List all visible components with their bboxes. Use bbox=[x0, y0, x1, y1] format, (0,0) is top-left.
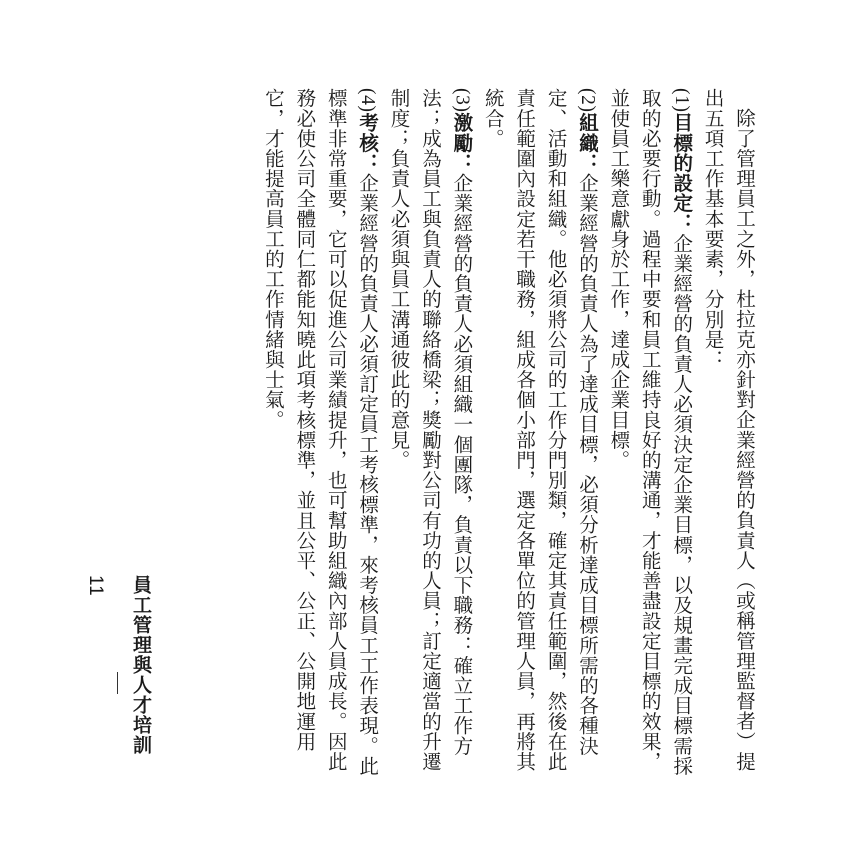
item-3-number: (3) bbox=[451, 88, 473, 113]
book-title: 員工管理與人才培訓 bbox=[130, 575, 152, 755]
running-header bbox=[85, 575, 155, 790]
item-2-body: 企業經營的負責人為了達成目標，必須分析達成目標所需的各種決定、活動和組織。他必須將公司的工作分門別類，確定其責任範圍，然後在此責任範圍內設定若干職務，組成各個小部門，選定各單位的管理人員，再將其統合。 bbox=[481, 88, 599, 772]
item-2-heading: 組織： bbox=[575, 112, 599, 173]
item-3-body: 企業經營的負責人必須組織一個團隊，負責以下職務：確立工作方法；成為員工與負責人的聯絡橋梁；獎勵對公司有功的人員；訂定適當的升遷制度；負責人必須與員工溝通彼此的意見。 bbox=[387, 88, 474, 772]
item-1-body: 企業經營的負責人必須決定企業目標，以及規畫完成目標需採取的必要行動。過程中要和員工維持良好的溝通，才能善盡設定目標的效果，並使員工樂意獻身於工作，達成企業目標。 bbox=[607, 88, 694, 776]
item-1-heading: 目標的設定： bbox=[670, 112, 694, 234]
item-4-heading: 考核： bbox=[356, 112, 380, 173]
item-3-paragraph bbox=[383, 88, 477, 778]
item-1-number: (1) bbox=[671, 88, 693, 113]
item-3-heading: 激勵： bbox=[450, 112, 474, 173]
body-text bbox=[258, 88, 761, 778]
header-divider bbox=[106, 575, 128, 790]
page-number: 11 bbox=[85, 575, 106, 597]
item-4-number: (4) bbox=[357, 88, 379, 113]
item-1-paragraph bbox=[603, 88, 697, 778]
item-2-number: (2) bbox=[576, 88, 598, 113]
item-4-paragraph bbox=[258, 88, 384, 778]
item-4-body: 企業經營的負責人必須訂定員工考核標準，來考核員工工作表現。此標準非常重要，它可以促進公司業績提升，也可幫助組織內部人員成長。因此務必使公司全體同仁都能知曉此項考核標準，並且公平、公正、公開地運用它，才能提高員工的工作情緒與士氣。 bbox=[261, 88, 380, 776]
item-2-paragraph bbox=[477, 88, 603, 778]
intro-paragraph: 除了管理員工之外，杜拉克亦針對企業經營的負責人（或稱管理監督者）提出五項工作基本要素，分別是： bbox=[701, 88, 756, 771]
